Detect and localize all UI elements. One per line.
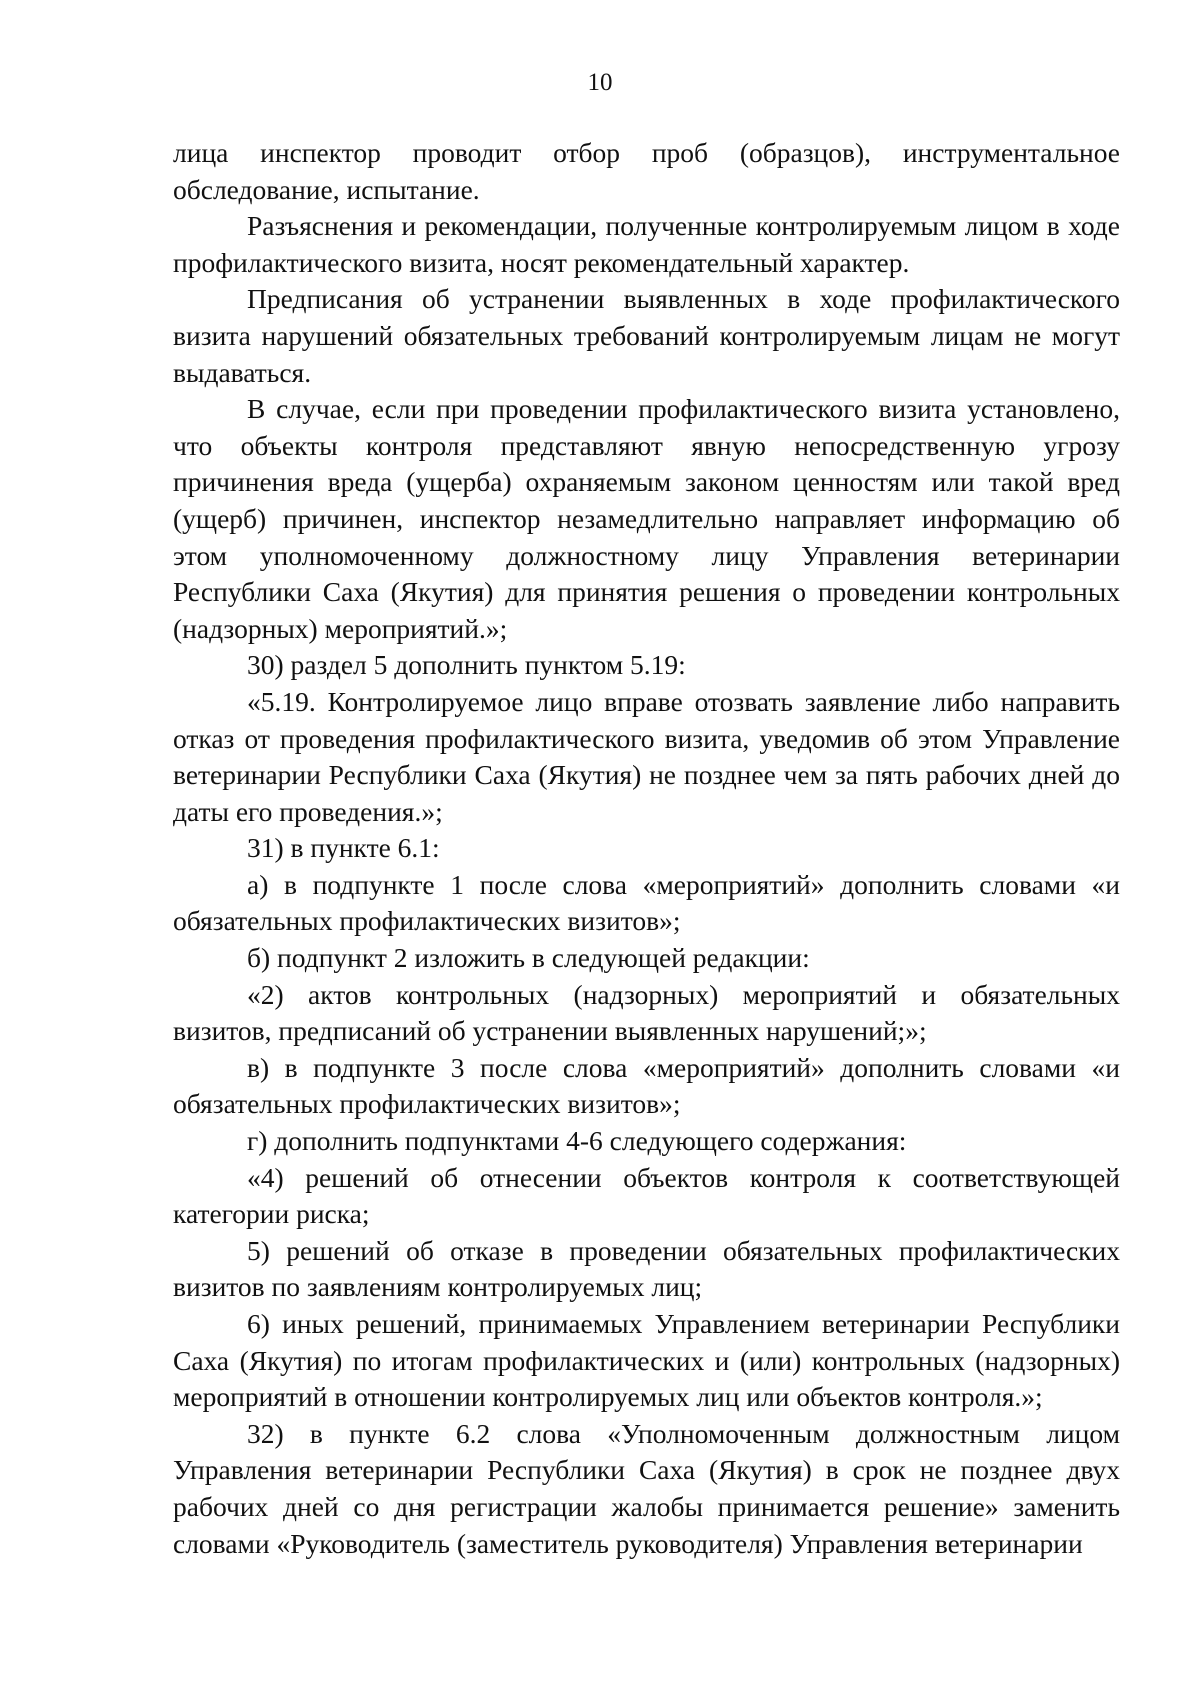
paragraph-subitem-a: а) в подпункте 1 после слова «мероприятий» дополнить словами «и обязательных профилактических визитов»;	[173, 868, 1120, 937]
paragraph-subitem-g: г) дополнить подпунктами 4-6 следующего содержания:	[247, 1125, 907, 1157]
paragraph: В случае, если при проведении профилактического визита установлено, что объекты контроля представляют явную непосредственную угрозу причинения вреда (ущерба) охраняемым законом ценностям или такой вред (ущерб) причинен, инспектор незамедлительно направляет информацию об этом уполномоченному должностному лицу Управления ветеринарии Республики Саха (Якутия) для принятия решения о проведении контрольных (надзорных) мероприятий.»;	[173, 393, 1120, 644]
paragraph-item-30: 30) раздел 5 дополнить пунктом 5.19:	[247, 649, 686, 681]
paragraph-quote-4: «4) решений об отнесении объектов контроля к соответствующей категории риска;	[173, 1161, 1120, 1230]
paragraph: Предписания об устранении выявленных в ходе профилактического визита нарушений обязательных требований контролируемым лицам не могут выдаваться.	[173, 283, 1120, 388]
paragraph-quote-5-19: «5.19. Контролируемое лицо вправе отозвать заявление либо направить отказ от проведения профилактического визита, уведомив об этом Управление ветеринарии Республики Саха (Якутия) не позднее чем за пять рабочих дней до даты его проведения.»;	[173, 685, 1120, 827]
paragraph-item-31: 31) в пункте 6.1:	[247, 832, 440, 864]
document-body	[173, 135, 1120, 1562]
paragraph-subitem-b: б) подпункт 2 изложить в следующей редакции:	[247, 942, 810, 974]
paragraph-quote-5: 5) решений об отказе в проведении обязательных профилактических визитов по заявлениям контролируемых лиц;	[173, 1234, 1120, 1303]
paragraph: Разъяснения и рекомендации, полученные контролируемым лицом в ходе профилактического визита, носят рекомендательный характер.	[173, 210, 1120, 278]
paragraph-quote-6: 6) иных решений, принимаемых Управлением ветеринарии Республики Саха (Якутия) по итогам профилактических и (или) контрольных (надзорных) мероприятий в отношении контролируемых лиц или объектов контроля.»;	[173, 1308, 1120, 1413]
paragraph-item-32: 32) в пункте 6.2 слова «Уполномоченным должностным лицом Управления ветеринарии Республики Саха (Якутия) в срок не позднее двух рабочих дней со дня регистрации жалобы принимается решение» заменить словами «Руководитель (заместитель руководителя) Управления ветеринарии	[173, 1417, 1120, 1559]
paragraph-subitem-v: в) в подпункте 3 после слова «мероприятий» дополнить словами «и обязательных профилактических визитов»;	[173, 1051, 1120, 1120]
paragraph-quote-2: «2) актов контрольных (надзорных) мероприятий и обязательных визитов, предписаний об устранении выявленных нарушений;»;	[173, 978, 1120, 1047]
paragraph-continuation: лица инспектор проводит отбор проб (образцов), инструментальное обследование, испытание.	[173, 137, 1120, 205]
page-number: 10	[587, 69, 613, 96]
